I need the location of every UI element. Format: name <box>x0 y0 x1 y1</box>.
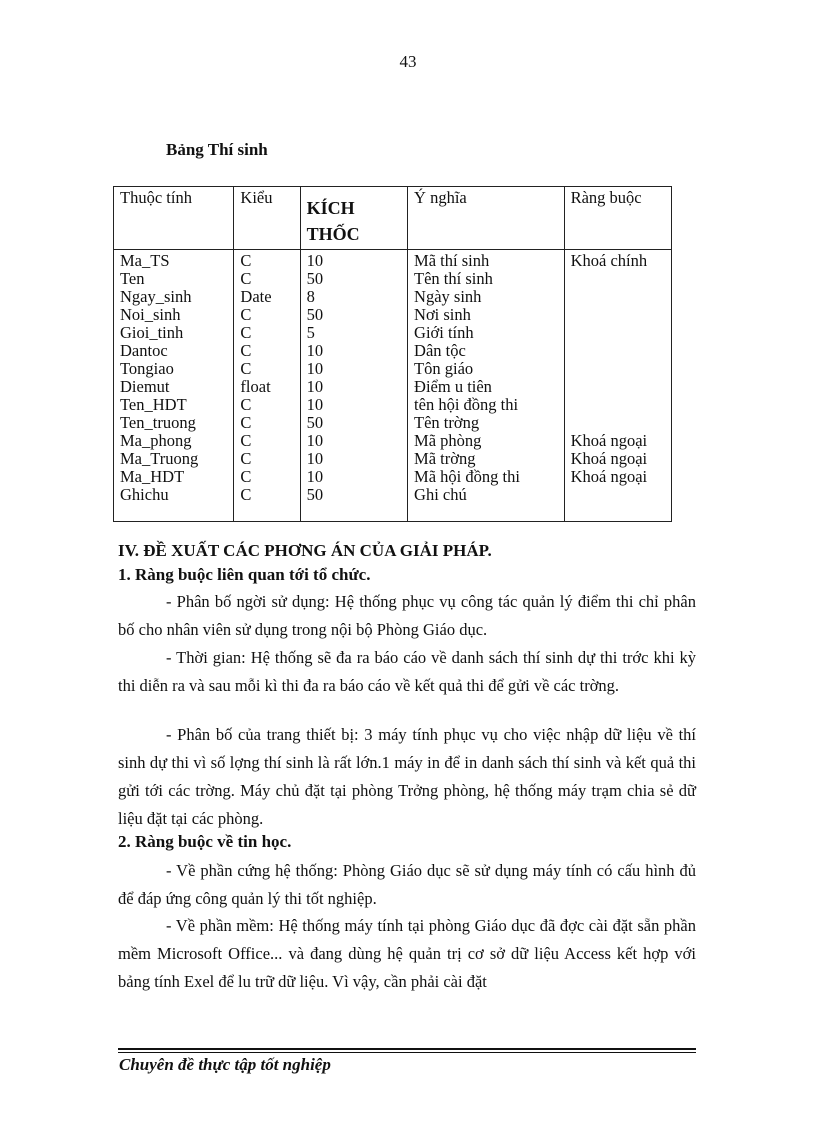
table-cell: Mã trờng <box>414 449 476 468</box>
table-cell: C <box>240 413 252 432</box>
header-cell: KÍCH THỐC <box>300 187 407 250</box>
table-cell: Dân tộc <box>414 341 466 360</box>
table-cell <box>571 360 665 378</box>
table-cell <box>571 396 665 414</box>
table-cell <box>571 288 665 306</box>
table-cell: Ghichu <box>120 485 169 504</box>
table-cell: Tongiao <box>120 359 174 378</box>
table-cell: C <box>240 485 252 504</box>
table-cell: 10 <box>306 467 324 486</box>
footer-text: Chuyên đề thực tập tốt nghiệp <box>119 1055 331 1074</box>
table-cell <box>571 378 665 396</box>
column-y-nghia <box>408 250 565 522</box>
table-cell: Ten_truong <box>120 413 196 432</box>
table-cell: Dantoc <box>120 341 168 360</box>
header-cell: Ràng buộc <box>564 187 671 250</box>
column-thuoc-tinh <box>114 250 234 522</box>
section-heading: IV. ĐỀ XUẤT CÁC PHƠNG ÁN CỦA GIẢI PHÁP. <box>118 541 492 560</box>
paragraph-software: - Về phần mềm: Hệ thống máy tính tại phòng Giáo dục đã đợc cài đặt sẵn phần mềm Microsoft Office... và đang dùng hệ quản trị cơ sở dữ liệu Access kết hợp với bảng tính Exel để lu trữ dữ liệu. Vì vậy, cần phải cài đặt <box>118 916 696 991</box>
table-cell: Diemut <box>120 377 170 396</box>
table-cell: 5 <box>306 323 315 342</box>
table-header-row <box>114 187 672 250</box>
table-cell: 10 <box>306 377 324 396</box>
table-cell: Ghi chú <box>414 485 467 504</box>
table-cell: Noi_sinh <box>120 305 181 324</box>
table-cell: Mã phòng <box>414 431 482 450</box>
table-cell <box>571 324 665 342</box>
table-cell: 10 <box>306 251 324 270</box>
table-cell: 10 <box>306 449 324 468</box>
table-cell: Ten_HDT <box>120 395 187 414</box>
table-cell: C <box>240 467 252 486</box>
table-cell: C <box>240 341 252 360</box>
table-cell: C <box>240 359 252 378</box>
column-rang-buoc <box>564 250 671 522</box>
table-cell: Ngay_sinh <box>120 287 192 306</box>
table-cell: 50 <box>306 305 324 324</box>
table-cell <box>571 306 665 324</box>
header-cell: Ý nghĩa <box>408 187 565 250</box>
table-cell: C <box>240 269 252 288</box>
table-cell: Nơi sinh <box>414 305 471 324</box>
table-cell: Mã thí sinh <box>414 251 490 270</box>
table-cell: Ma_TS <box>120 251 170 270</box>
table-cell: tên hội đồng thi <box>414 395 519 414</box>
paragraph-time: - Thời gian: Hệ thống sẽ đa ra báo cáo về danh sách thí sinh dự thi trớc khi kỳ thi diễn ra và sau mỗi kì thi đa ra báo cáo về kết quả thi để gửi về các trờng. <box>118 648 696 695</box>
table-cell: C <box>240 305 252 324</box>
page-number: 43 <box>399 52 417 71</box>
table-cell: C <box>240 323 252 342</box>
paragraph-user-distribution: - Phân bố ngời sử dụng: Hệ thống phục vụ công tác quản lý điểm thi chỉ phân bố cho nhân viên sử dụng trong nội bộ Phòng Giáo dục. <box>118 592 696 639</box>
table-cell: C <box>240 431 252 450</box>
table-cell: Khoá ngoại <box>570 449 648 468</box>
table-cell: Tôn giáo <box>414 359 474 378</box>
header-cell: Kiểu <box>234 187 300 250</box>
table-cell: C <box>240 251 252 270</box>
header-cell: Thuộc tính <box>114 187 234 250</box>
subheading-constraints-organization: 1. Ràng buộc liên quan tới tổ chức. <box>118 565 371 584</box>
table-cell <box>571 270 665 288</box>
table-cell <box>571 486 665 504</box>
paragraph-hardware: - Về phần cứng hệ thống: Phòng Giáo dục sẽ sử dụng máy tính có cấu hình đủ để đáp ứng công quản lý thi tốt nghiệp. <box>118 861 696 908</box>
table-cell: Tên thí sinh <box>414 269 493 288</box>
table-cell: C <box>240 449 252 468</box>
table-cell: 10 <box>306 341 324 360</box>
footer-rule-thick <box>118 1048 696 1050</box>
table-cell: 50 <box>306 413 324 432</box>
table-cell: Khoá chính <box>570 251 648 270</box>
table-cell: Tên trờng <box>414 413 480 432</box>
table-cell: C <box>240 395 252 414</box>
table-title: Bảng Thí sinh <box>166 140 268 159</box>
table-cell: 10 <box>306 395 324 414</box>
table-cell: 8 <box>306 287 315 306</box>
table-cell: Date <box>240 287 272 306</box>
table-cell: Ma_Truong <box>120 449 199 468</box>
table-cell: Khoá ngoại <box>570 431 648 450</box>
table-cell: Giới tính <box>414 323 474 342</box>
column-kieu <box>234 250 300 522</box>
table-cell: Ngày sinh <box>414 287 482 306</box>
table-body-row <box>114 250 672 522</box>
table-cell: Ma_HDT <box>120 467 185 486</box>
footer-rule-thin <box>118 1052 696 1053</box>
table-cell: 50 <box>306 485 324 504</box>
table-cell: Gioi_tinh <box>120 323 184 342</box>
paragraph-equipment: - Phân bố của trang thiết bị: 3 máy tính phục vụ cho việc nhập dữ liệu về thí sinh dự thi vì số lợng thí sinh là rất lớn.1 máy in để in danh sách thí sinh và kết quả thi gửi tới các trờng. Máy chủ đặt tại phòng Trởng phòng, hệ thống máy trạm chia sẻ dữ liệu đặt tại các phòng. <box>118 725 696 828</box>
table-cell: Mã hội đồng thi <box>414 467 520 486</box>
table-cell: 10 <box>306 359 324 378</box>
table-cell: 50 <box>306 269 324 288</box>
table-cell <box>571 342 665 360</box>
table-cell: Ma_phong <box>120 431 192 450</box>
table-cell: Ten <box>120 269 145 288</box>
table-cell <box>571 414 665 432</box>
table-cell: float <box>240 377 271 396</box>
table-cell: Khoá ngoại <box>570 467 648 486</box>
column-kich-thuoc <box>300 250 407 522</box>
table-cell: 10 <box>306 431 324 450</box>
subheading-constraints-it: 2. Ràng buộc về tin học. <box>118 832 292 851</box>
thi-sinh-table <box>113 186 672 522</box>
table-cell: Điểm u tiên <box>414 377 492 396</box>
